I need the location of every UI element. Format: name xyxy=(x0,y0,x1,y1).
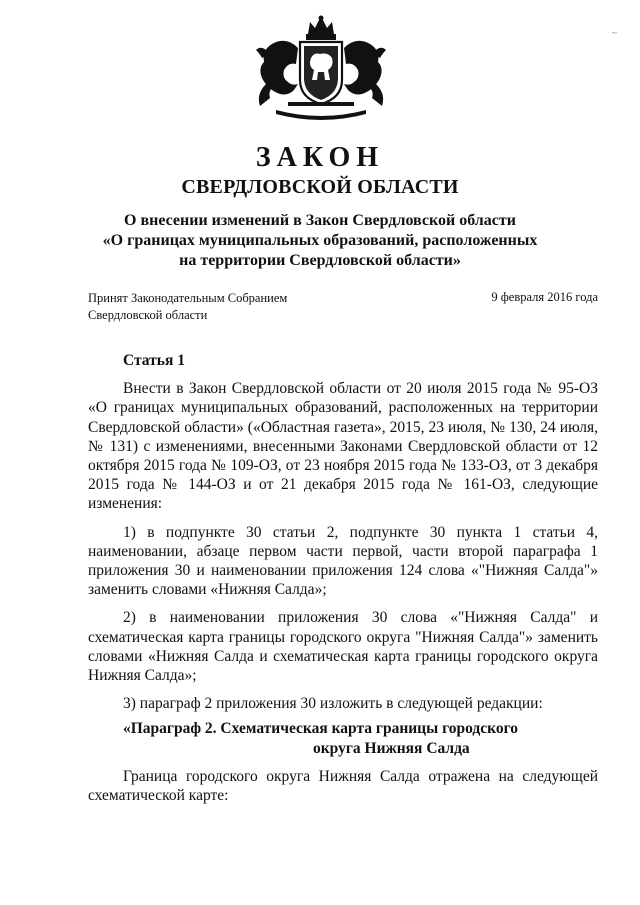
body-paragraph: 3) параграф 2 приложения 30 изложить в следующей редакции: xyxy=(123,695,543,713)
body-paragraph: 1) в подпункте 30 статьи 2, подпункте 30 пункта 1 статьи 4, наименовании, абзаце первом части первой, части второй параграфа 1 приложения 30 и наименовании приложения 124 слова «"Нижняя Салда"» заменить словами «Нижняя Салда»; xyxy=(88,523,598,599)
body-paragraph: Граница городского округа Нижняя Салда отражена на следующей схематической карте: xyxy=(88,767,598,805)
body-paragraph: 2) в наименовании приложения 30 слова «"Нижняя Салда" и схематическая карта границы городского округа "Нижняя Салда"» заменить словами «Нижняя Салда и схематическая карта границы городского округа Нижняя Салда»; xyxy=(88,609,598,685)
coat-of-arms-icon xyxy=(248,14,394,124)
adopted-by-line: Свердловской области xyxy=(88,308,208,322)
subject-line: на территории Свердловской области» xyxy=(179,252,461,269)
law-body xyxy=(88,351,598,805)
section-heading: «Параграф 2. Схематическая карта границы городского xyxy=(123,720,519,738)
corner-mark: ~ xyxy=(612,28,617,38)
adoption-date: 9 февраля 2016 года xyxy=(491,290,598,304)
adopted-by-line: Принят Законодательным Собранием xyxy=(88,291,288,305)
section-heading-continued: округа Нижняя Салда xyxy=(313,739,470,757)
law-title: ЗАКОН xyxy=(255,142,385,173)
adopted-by xyxy=(88,290,287,324)
region-title: СВЕРДЛОВСКОЙ ОБЛАСТИ xyxy=(181,176,459,198)
subject-line: О внесении изменений в Закон Свердловской области xyxy=(124,212,516,229)
subject-line: «О границах муниципальных образований, расположенных xyxy=(102,232,538,249)
article-title: Статья 1 xyxy=(123,352,185,369)
law-subject xyxy=(0,211,640,271)
body-paragraph: Внести в Закон Свердловской области от 20 июля 2015 года № 95-ОЗ «О границах муниципальных образований, расположенных на территории Свердловской области» («Областная газета», 2015, 23 июля, № 130, 24 июля, № 131) с изменениями, внесенными Законами Свердловской области от 12 октября 2015 года № 109-ОЗ, от 23 ноября 2015 года № 133-ОЗ, от 3 декабря 2015 года № 144-ОЗ и от 21 декабря 2015 года № 161-ОЗ, следующие изменения: xyxy=(88,380,598,513)
